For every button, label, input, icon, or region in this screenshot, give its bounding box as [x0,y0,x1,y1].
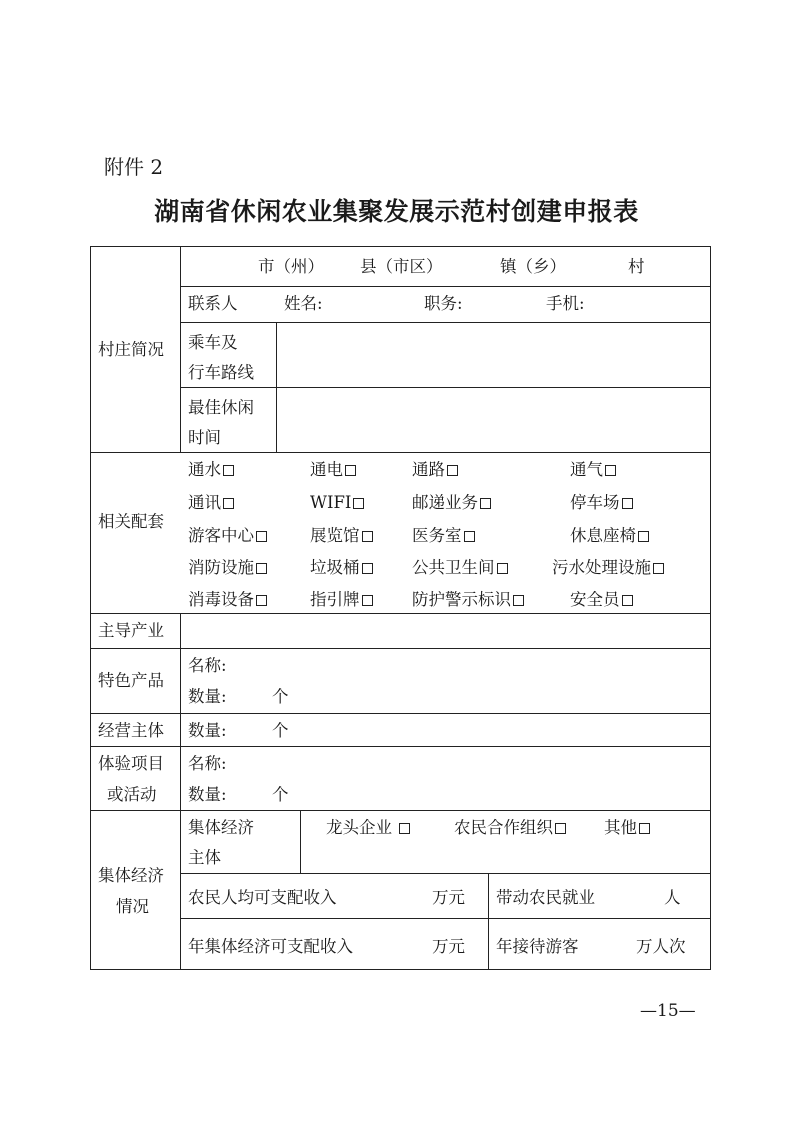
facility-item[interactable]: 安全员 [570,590,633,610]
page-number: —15— [640,1001,696,1021]
collective-heading-line1: 集体经济 [98,866,164,885]
checkbox-icon[interactable] [223,498,234,509]
row-line [180,387,711,388]
facility-item[interactable]: 垃圾桶 [310,558,373,578]
checkbox-icon[interactable] [399,823,410,834]
products-heading: 特色产品 [98,671,164,690]
industry-heading: 主导产业 [98,621,164,640]
page-title: 湖南省休闲农业集聚发展示范村创建申报表 [154,197,639,226]
experience-count-unit: 个 [272,785,289,804]
operators-count-field: 数量: [188,721,227,740]
checkbox-icon[interactable] [353,498,364,509]
checkbox-icon[interactable] [256,563,267,574]
address-village: 村 [628,257,645,276]
income-unit: 万元 [432,888,465,907]
facility-item[interactable]: 通电 [310,460,356,480]
checkbox-icon[interactable] [480,498,491,509]
contact-label: 联系人 [188,294,238,313]
facility-item[interactable]: 休息座椅 [570,526,649,546]
jobs-label: 带动农民就业 [496,888,595,907]
attachment-label: 附件 2 [104,155,164,179]
facility-item[interactable]: 污水处理设施 [552,558,664,578]
address-town: 镇（乡） [500,257,566,276]
checkbox-icon[interactable] [345,465,356,476]
checkbox-icon[interactable] [256,595,267,606]
checkbox-icon[interactable] [447,465,458,476]
operators-count-unit: 个 [272,721,289,740]
checkbox-icon[interactable] [513,595,524,606]
col-line [180,246,181,452]
facility-item[interactable]: 展览馆 [310,526,373,546]
checkbox-icon[interactable] [362,531,373,542]
best-time-label-line1: 最佳休闲 [188,398,254,417]
option-other[interactable]: 其他 [604,818,650,838]
facility-item[interactable]: 消毒设备 [188,590,267,610]
facility-item[interactable]: 通讯 [188,493,234,513]
col-line [276,322,277,452]
contact-name-field: 姓名: [284,294,323,313]
checkbox-icon[interactable] [362,595,373,606]
collective-subject-line1: 集体经济 [188,818,254,837]
route-label-line1: 乘车及 [188,333,238,352]
checkbox-icon[interactable] [638,531,649,542]
row-line [90,810,711,811]
checkbox-icon[interactable] [256,531,267,542]
address-city: 市（州） [258,257,324,276]
experience-name-field: 名称: [188,754,227,773]
collective-heading-line2: 情况 [116,897,149,916]
row-line [90,746,711,747]
address-county: 县（市区） [360,257,443,276]
row-line [180,322,711,323]
facility-item[interactable]: 消防设施 [188,558,267,578]
annual-income-label: 年集体经济可支配收入 [188,937,353,956]
checkbox-icon[interactable] [653,563,664,574]
checkbox-icon[interactable] [362,563,373,574]
col-line [488,873,489,970]
income-label: 农民人均可支配收入 [188,888,337,907]
facility-item[interactable]: 指引牌 [310,590,373,610]
facility-item[interactable]: 游客中心 [188,526,267,546]
village-heading: 村庄简况 [98,340,164,359]
row-line [90,613,711,614]
checkbox-icon[interactable] [497,563,508,574]
collective-subject-line2: 主体 [188,848,221,867]
annual-income-unit: 万元 [432,937,465,956]
facility-item[interactable]: 防护警示标识 [412,590,524,610]
option-leading-enterprise[interactable]: 龙头企业 [326,818,410,838]
products-count-unit: 个 [272,687,289,706]
checkbox-icon[interactable] [622,498,633,509]
experience-heading-line1: 体验项目 [98,754,164,773]
facility-item[interactable]: 公共卫生间 [412,558,508,578]
facility-item[interactable]: 停车场 [570,493,633,513]
visitors-label: 年接待游客 [496,937,579,956]
checkbox-icon[interactable] [464,531,475,542]
row-line [90,648,711,649]
facility-item[interactable]: 邮递业务 [412,493,491,513]
products-count-field: 数量: [188,687,227,706]
row-line [180,873,711,874]
operators-heading: 经营主体 [98,721,164,740]
facility-item[interactable]: WIFI [310,493,364,513]
row-line [90,452,711,453]
col-line [180,648,181,970]
checkbox-icon[interactable] [555,823,566,834]
checkbox-icon[interactable] [605,465,616,476]
row-line [180,918,711,919]
col-line [300,810,301,873]
contact-position-field: 职务: [424,294,463,313]
facility-item[interactable]: 通路 [412,460,458,480]
contact-phone-field: 手机: [546,294,585,313]
facility-item[interactable]: 通水 [188,460,234,480]
experience-count-field: 数量: [188,785,227,804]
facility-item[interactable]: 医务室 [412,526,475,546]
visitors-unit: 万人次 [636,937,686,956]
products-name-field: 名称: [188,656,227,675]
row-line [180,286,711,287]
option-cooperative[interactable]: 农民合作组织 [454,818,566,838]
checkbox-icon[interactable] [622,595,633,606]
row-line [90,713,711,714]
best-time-label-line2: 时间 [188,428,221,447]
facilities-heading: 相关配套 [98,512,164,531]
route-label-line2: 行车路线 [188,363,254,382]
col-line [180,613,181,648]
checkbox-icon[interactable] [223,465,234,476]
jobs-unit: 人 [664,888,681,907]
checkbox-icon[interactable] [639,823,650,834]
experience-heading-line2: 或活动 [107,785,157,804]
facility-item[interactable]: 通气 [570,460,616,480]
